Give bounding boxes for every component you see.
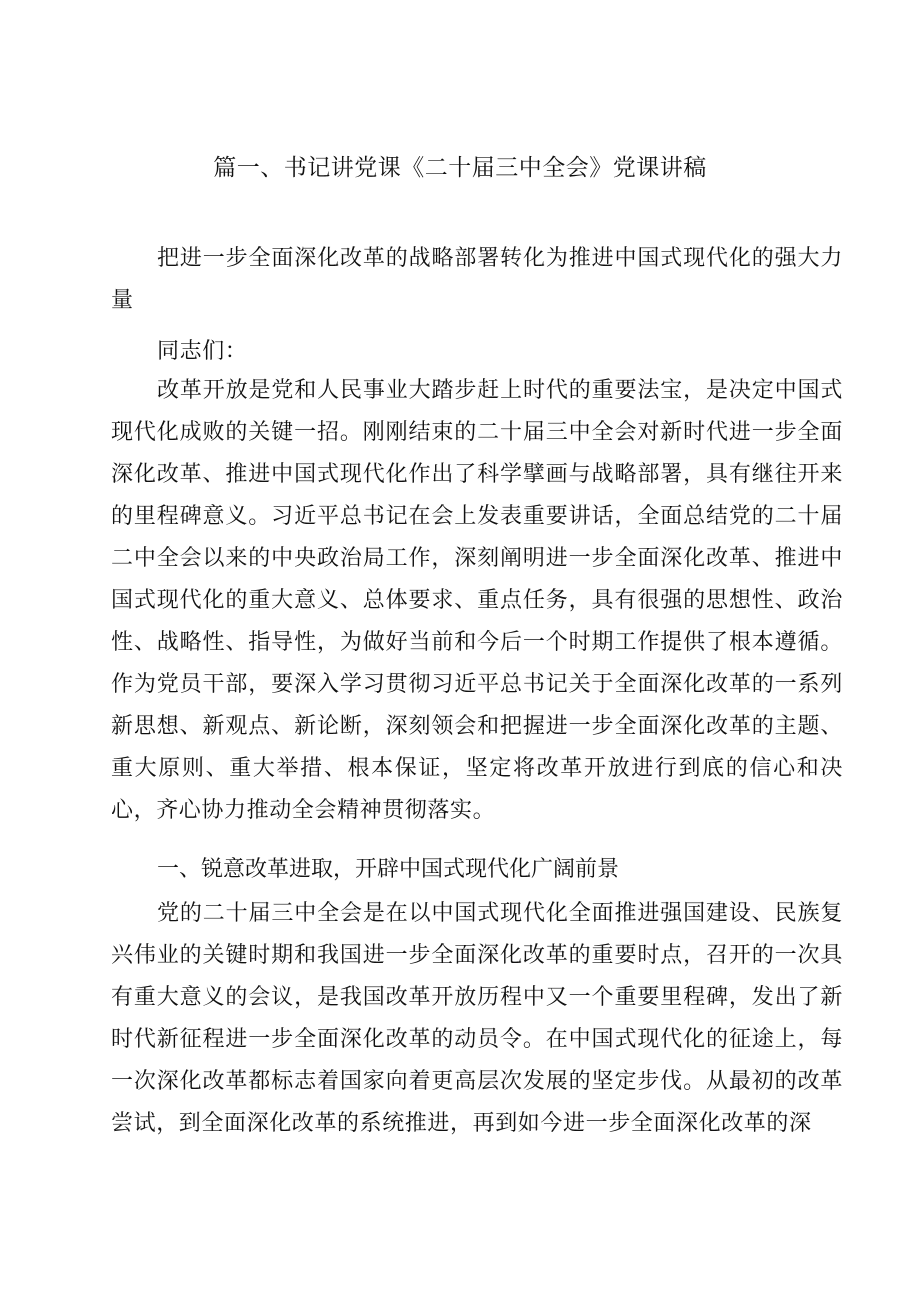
salutation: 同志们： [157, 339, 248, 364]
document-title: 篇一、书记讲党课《二十届三中全会》党课讲稿 [213, 155, 707, 181]
paragraph-1: 改革开放是党和人民事业大踏步赶上时代的重要法宝，是决定中国式现代化成败的关键一招。刚刚结束的二十届三中全会对新时代进一步全面深化改革、推进中国式现代化作出了科学擘画与战略部署，具有继往开来的里程碑意义。习近平总书记在会上发表重要讲话，全面总结党的二十届二中全会以来的中央政治局工作，深刻阐明进一步全面深化改革、推进中国式现代化的重大意义、总体要求、重点任务，具有很强的思想性、政治性、战略性、指导性，为做好当前和今后一个时期工作提供了根本遵循。作为党员干部，要深入学习贯彻习近平总书记关于全面深化改革的一系列新思想、新观点、新论断，深刻领会和把握进一步全面深化改革的主题、重大原则、重大举措、根本保证，坚定将改革开放进行到底的信心和决心，齐心协力推动全会精神贯彻落实。 [111, 378, 843, 823]
document-subtitle: 把进一步全面深化改革的战略部署转化为推进中国式现代化的强大力量 [111, 246, 843, 313]
paragraph-2: 党的二十届三中全会是在以中国式现代化全面推进强国建设、民族复兴伟业的关键时期和我国进一步全面深化改革的重要时点，召开的一次具有重大意义的会议，是我国改革开放历程中又一个重要里程碑，发出了新时代新征程进一步全面深化改革的动员令。在中国式现代化的征途上，每一次深化改革都标志着国家向着更高层次发展的坚定步伐。从最初的改革尝试，到全面深化改革的系统推进，再到如今进一步全面深化改革的深 [111, 901, 843, 1136]
section-heading-1: 一、锐意改革进取，开辟中国式现代化广阔前景 [157, 857, 620, 882]
